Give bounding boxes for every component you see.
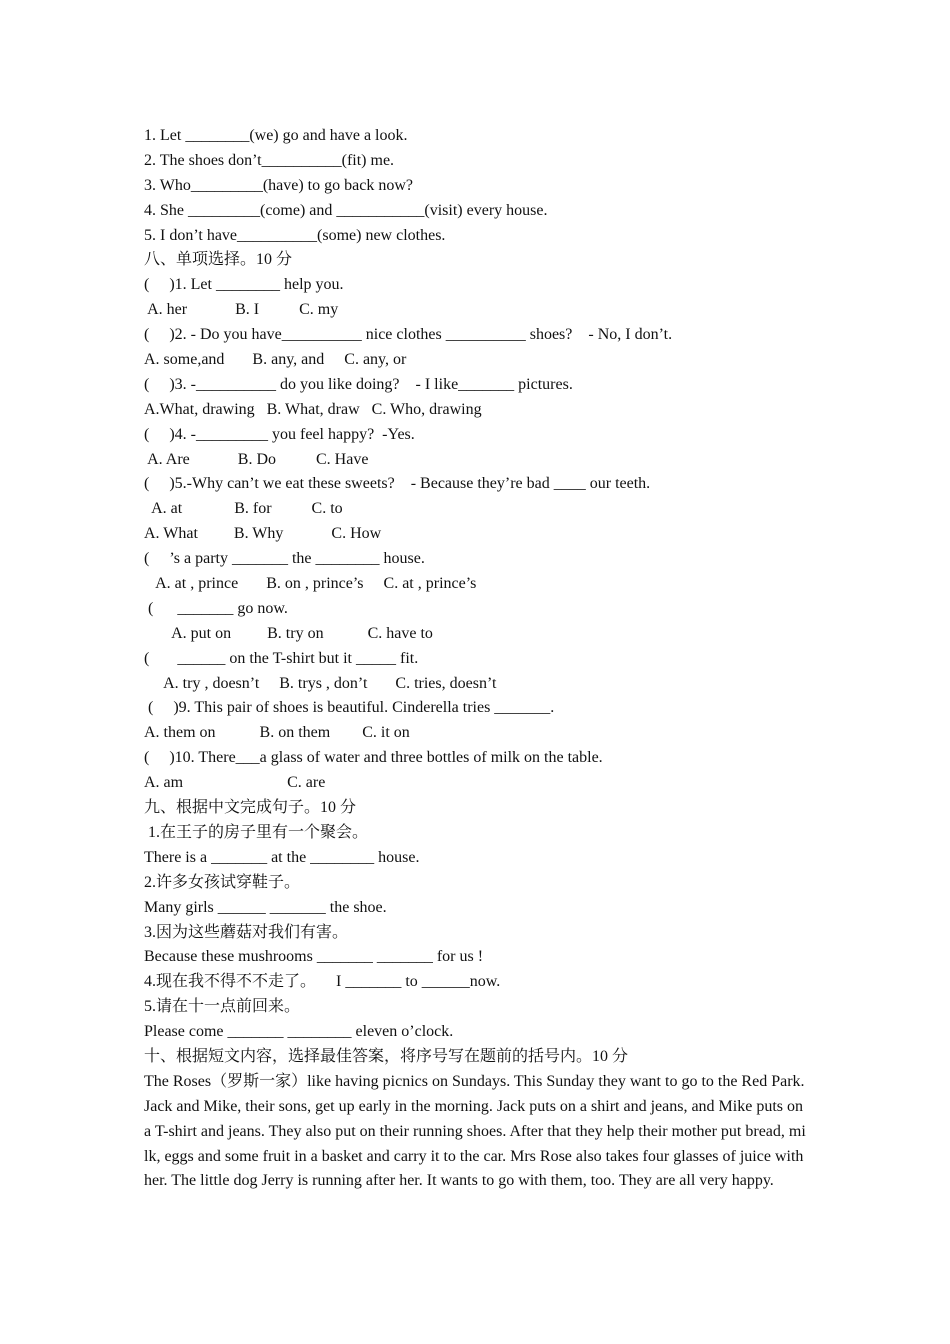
mc-question-2: ( )2. - Do you have__________ nice clothes __________ shoes? - No, I don’t.: [144, 326, 673, 344]
fill-blank-item-2: 2. The shoes don’t__________(fit) me.: [144, 151, 395, 169]
section-9-translation: [144, 796, 814, 1045]
mc-options-6: A. at , prince B. on , prince’s C. at , prince’s: [144, 575, 477, 593]
translation-item-4: 4.现在我不得不不走了。 I _______ to ______now.: [144, 973, 501, 991]
mc-options-2: A. some,and B. any, and C. any, or: [144, 351, 407, 369]
fill-blank-item-4: 4. She _________(come) and ___________(visit) every house.: [144, 201, 548, 219]
translation-answer-3: Because these mushrooms _______ _______ for us !: [144, 948, 484, 966]
section-8-multiple-choice: [144, 248, 814, 796]
mc-options-5a: A. at B. for C. to: [144, 500, 343, 518]
section-10-reading: [144, 1045, 814, 1194]
worksheet-content: [144, 124, 814, 1194]
mc-question-7: ( _______ go now.: [144, 599, 288, 617]
section-7-verb-forms: [144, 124, 814, 248]
mc-question-4: ( )4. -_________ you feel happy? -Yes.: [144, 425, 415, 443]
fill-blank-item-3: 3. Who_________(have) to go back now?: [144, 176, 413, 194]
mc-question-3: ( )3. -__________ do you like doing? - I like_______ pictures.: [144, 375, 573, 393]
translation-prompt-1: 1.在王子的房子里有一个聚会。: [144, 823, 369, 841]
section-8-heading: 八、单项选择。10 分: [144, 251, 293, 269]
translation-prompt-5: 5.请在十一点前回来。: [144, 998, 301, 1016]
mc-options-8: A. try , doesn’t B. trys , don’t C. tries, doesn’t: [144, 674, 497, 692]
translation-prompt-2: 2.许多女孩试穿鞋子。: [144, 873, 301, 891]
mc-options-7: A. put on B. try on C. have to: [144, 624, 433, 642]
section-9-heading: 九、根据中文完成句子。10 分: [144, 799, 357, 817]
translation-prompt-3: 3.因为这些蘑菇对我们有害。: [144, 923, 349, 941]
translation-answer-5: Please come _______ ________ eleven o’clock.: [144, 1023, 454, 1041]
mc-options-10: A. am C. are: [144, 774, 326, 792]
mc-question-9: ( )9. This pair of shoes is beautiful. Cinderella tries _______.: [144, 699, 555, 717]
section-10-heading: 十、根据短文内容，选择最佳答案，将序号写在题前的括号内。10 分: [144, 1047, 629, 1065]
mc-options-9: A. them on B. on them C. it on: [144, 724, 410, 742]
mc-question-5: ( )5.-Why can’t we eat these sweets? - Because they’re bad ____ our teeth.: [144, 475, 651, 493]
mc-question-1: ( )1. Let ________ help you.: [144, 276, 344, 294]
mc-options-5b: A. What B. Why C. How: [144, 525, 382, 543]
mc-options-3: A.What, drawing B. What, draw C. Who, drawing: [144, 400, 482, 418]
mc-question-10: ( )10. There___a glass of water and three bottles of milk on the table.: [144, 749, 603, 767]
mc-question-6: ( ’s a party _______ the ________ house.: [144, 550, 425, 568]
fill-blank-item-1: 1. Let ________(we) go and have a look.: [144, 127, 408, 144]
translation-answer-1: There is a _______ at the ________ house.: [144, 848, 420, 866]
fill-blank-item-5: 5. I don’t have__________(some) new clothes.: [144, 226, 446, 244]
translation-answer-2: Many girls ______ _______ the shoe.: [144, 898, 387, 916]
reading-passage: The Roses（罗斯一家）like having picnics on Sundays. This Sunday they want to go to the Red Park. Jack and Mike, their sons, get up early in the morning. Jack puts on a shirt and jeans, and Mike puts on a T-shirt and jeans. They also put on their running shoes. After that they help their mother put bread, milk, eggs and some fruit in a basket and carry it to the car. Mrs Rose also takes four glasses of juice with her. The little dog Jerry is running after her. It wants to go with them, too. They are all very happy.: [144, 1072, 806, 1190]
mc-options-4: A. Are B. Do C. Have: [144, 450, 369, 468]
mc-options-1: A. her B. I C. my: [144, 301, 339, 319]
mc-question-8: ( ______ on the T-shirt but it _____ fit.: [144, 649, 419, 667]
